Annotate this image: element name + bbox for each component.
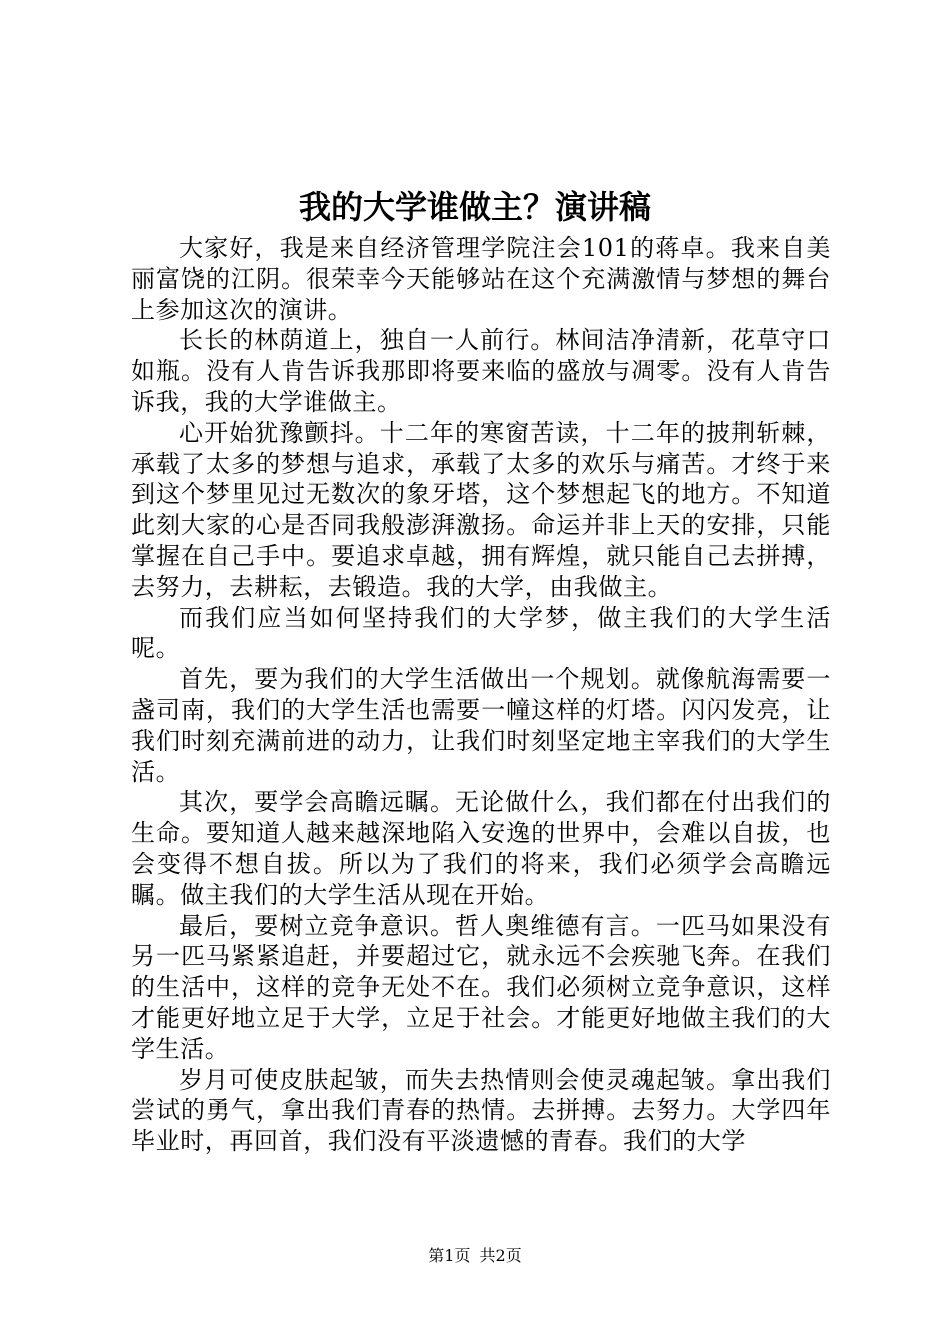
document-title: 我的大学谁做主？演讲稿 (298, 188, 651, 226)
paragraph: 其次，要学会高瞻远瞩。无论做什么，我们都在付出我们的生命。要知道人越来越深地陷入安逸的世界中，会难以自拔，也会变得不想自拔。所以为了我们的将来，我们必须学会高瞻远瞩。做主我们的大学生活从现在开始。 (131, 788, 831, 909)
paragraph: 大家好，我是来自经济管理学院注会101的蒋卓。我来自美丽富饶的江阴。很荣幸今天能够站在这个充满激情与梦想的舞台上参加这次的演讲。 (131, 234, 831, 324)
paragraph: 而我们应当如何坚持我们的大学梦，做主我们的大学生活呢。 (131, 603, 831, 663)
paragraph: 长长的林荫道上，独自一人前行。林间洁净清新，花草守口如瓶。没有人肯告诉我那即将要来临的盛放与凋零。没有人肯告诉我，我的大学谁做主。 (131, 326, 831, 416)
page-footer (0, 1246, 950, 1266)
page-number-total: 共2页 (479, 1246, 522, 1265)
page-number-current: 第1页 (428, 1246, 471, 1265)
paragraph: 最后，要树立竞争意识。哲人奥维德有言。一匹马如果没有另一匹马紧紧追赶，并要超过它，就永远不会疾驰飞奔。在我们的生活中，这样的竞争无处不在。我们必须树立竞争意识，这样才能更好地立足于大学，立足于社会。才能更好地做主我们的大学生活。 (131, 911, 831, 1063)
paragraph: 首先，要为我们的大学生活做出一个规划。就像航海需要一盏司南，我们的大学生活也需要一幢这样的灯塔。闪闪发亮，让我们时刻充满前进的动力，让我们时刻坚定地主宰我们的大学生活。 (131, 665, 831, 786)
paragraph: 心开始犹豫颤抖。十二年的寒窗苦读，十二年的披荆斩棘，承载了太多的梦想与追求，承载了太多的欢乐与痛苦。才终于来到这个梦里见过无数次的象牙塔，这个梦想起飞的地方。不知道此刻大家的心是否同我般澎湃激扬。命运并非上天的安排，只能掌握在自己手中。要追求卓越，拥有辉煌，就只能自己去拼搏，去努力，去耕耘，去锻造。我的大学，由我做主。 (131, 418, 831, 601)
document-body (131, 233, 831, 1157)
paragraph: 岁月可使皮肤起皱，而失去热情则会使灵魂起皱。拿出我们尝试的勇气，拿出我们青春的热情。去拼搏。去努力。大学四年毕业时，再回首，我们没有平淡遗憾的青春。我们的大学 (131, 1065, 831, 1156)
